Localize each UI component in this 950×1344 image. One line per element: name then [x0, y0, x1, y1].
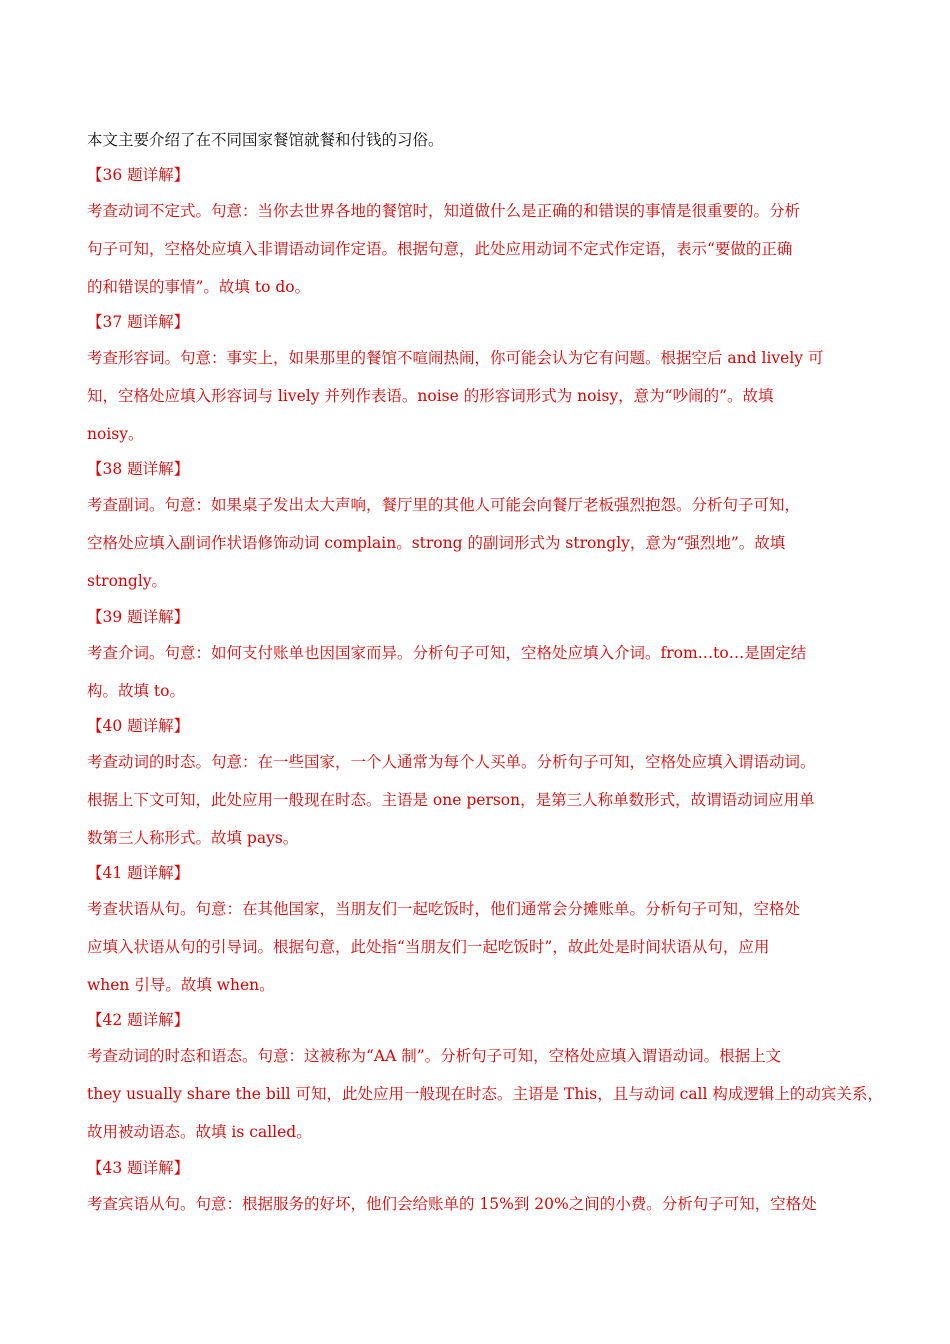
section-39-line-2: 构。故填 to。 — [87, 682, 185, 700]
section-41-line-3: when 引导。故填 when。 — [87, 976, 275, 994]
section-41-line-2: 应填入状语从句的引导词。根据句意，此处指“当朋友们一起吃饭时”，故此处是时间状语从句，应用 — [87, 938, 770, 956]
section-36-line-1: 考查动词不定式。句意：当你去世界各地的餐馆时，知道做什么是正确的和错误的事情是很重要的。分析 — [87, 202, 801, 220]
section-heading-39: 【39 题详解】 — [87, 608, 190, 626]
section-38-line-2: 空格处应填入副词作状语修饰动词 complain。strong 的副词形式为 strongly，意为“强烈地”。故填 — [87, 534, 786, 552]
section-heading-42: 【42 题详解】 — [87, 1011, 190, 1029]
section-37-line-1: 考查形容词。句意：事实上，如果那里的餐馆不喧闹热闹，你可能会认为它有问题。根据空后 and lively 可 — [87, 349, 824, 367]
section-37-line-3: noisy。 — [87, 425, 144, 443]
section-40-line-1: 考查动词的时态。句意：在一些国家，一个人通常为每个人买单。分析句子可知，空格处应填入谓语动词。 — [87, 753, 816, 771]
section-36-line-3: 的和错误的事情”。故填 to do。 — [87, 278, 311, 296]
section-42-line-2: they usually share the bill 可知，此处应用一般现在时态。主语是 This，且与动词 call 构成逻辑上的动宾关系， — [87, 1085, 883, 1103]
section-42-line-1: 考查动词的时态和语态。句意：这被称为“AA 制”。分析句子可知，空格处应填入谓语动词。根据上文 — [87, 1047, 782, 1065]
section-36-line-2: 句子可知，空格处应填入非谓语动词作定语。根据句意，此处应用动词不定式作定语，表示“要做的正确 — [87, 240, 793, 258]
section-41-line-1: 考查状语从句。句意：在其他国家，当朋友们一起吃饭时，他们通常会分摊账单。分析句子可知，空格处 — [87, 900, 801, 918]
section-40-line-3: 数第三人称形式。故填 pays。 — [87, 829, 299, 847]
section-heading-37: 【37 题详解】 — [87, 313, 190, 331]
section-38-line-3: strongly。 — [87, 572, 168, 590]
section-heading-36: 【36 题详解】 — [87, 166, 190, 184]
section-heading-41: 【41 题详解】 — [87, 864, 190, 882]
section-42-line-3: 故用被动语态。故填 is called。 — [87, 1123, 312, 1141]
section-heading-40: 【40 题详解】 — [87, 717, 190, 735]
section-43-line-1: 考查宾语从句。句意：根据服务的好坏，他们会给账单的 15%到 20%之间的小费。分析句子可知，空格处 — [87, 1195, 817, 1213]
section-38-line-1: 考查副词。句意：如果桌子发出太大声响，餐厅里的其他人可能会向餐厅老板强烈抱怨。分析句子可知， — [87, 496, 801, 514]
section-heading-43: 【43 题详解】 — [87, 1159, 190, 1177]
section-heading-38: 【38 题详解】 — [87, 460, 190, 478]
section-39-line-1: 考查介词。句意：如何支付账单也因国家而异。分析句子可知，空格处应填入介词。from…to…是固定结 — [87, 644, 807, 662]
section-40-line-2: 根据上下文可知，此处应用一般现在时态。主语是 one person，是第三人称单数形式，故谓语动词应用单 — [87, 791, 815, 809]
section-37-line-2: 知，空格处应填入形容词与 lively 并列作表语。noise 的形容词形式为 noisy，意为“吵闹的”。故填 — [87, 387, 774, 405]
intro-text: 本文主要介绍了在不同国家餐馆就餐和付钱的习俗。 — [87, 131, 444, 149]
